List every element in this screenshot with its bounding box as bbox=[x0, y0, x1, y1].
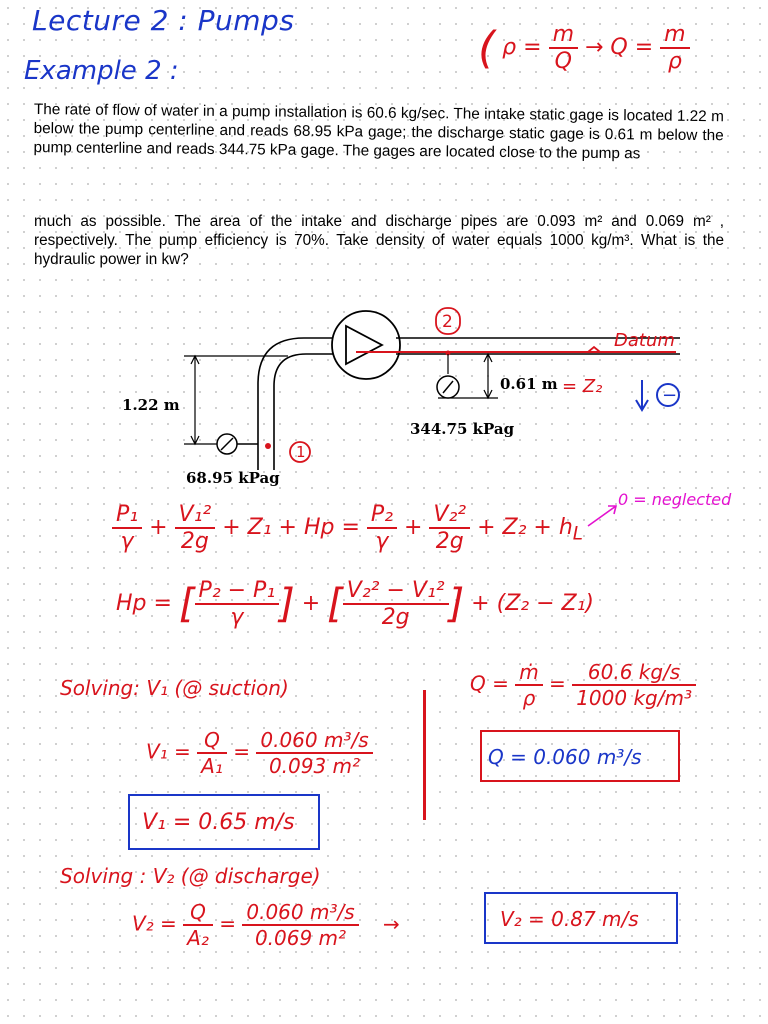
discharge-pressure-label: 344.75 kPag bbox=[410, 420, 515, 438]
problem-paragraph-2: much as possible. The area of the intake and discharge pipes are 0.093 m² and 0.069 m² , respectively. The pump efficiency is 70%. Take density of water equals 1000 kg/m³. What is the hydraulic power in kw? bbox=[34, 213, 724, 268]
example-label: Example 2 : bbox=[24, 56, 179, 86]
intake-pressure-label: 68.95 kPag bbox=[186, 469, 280, 487]
v2-result-box bbox=[484, 892, 678, 944]
lecture-title: Lecture 2 : Pumps bbox=[32, 4, 295, 37]
intake-height-label: 1.22 m bbox=[122, 396, 180, 414]
solving-v2-label: Solving : V₂ (@ discharge) bbox=[60, 864, 321, 888]
negative-sign-label: − bbox=[662, 385, 678, 406]
point-1-label: 1 bbox=[296, 443, 306, 461]
q-result-box bbox=[480, 730, 680, 782]
point-2-label: 2 bbox=[442, 312, 453, 332]
neglected-note: 0 = neglected bbox=[618, 490, 732, 509]
hp-equation: Hp = [ $\frac{\text{P₂ − P₁}}{\gamma}$ ] + [ $\frac{\text{V₂² − V₁²}}{2g}$ ] + (Z₂ − Z₁) bbox=[116, 578, 594, 630]
density-relation: ( ρ = $\frac{m}{Q}$ → Q = $\frac{m}{\rho}$ bbox=[478, 22, 690, 74]
energy-equation: $\frac{\text{P₁}}{\gamma}$ + $\frac{\text{V₁²}}{2g}$ + Z₁ + Hp = $\frac{\text{P₂}}{\gamma}$ + $\frac{\text{V₂²}}{2g}$ + $Z_2 + h_L$ bbox=[112, 502, 583, 554]
pump-diagram bbox=[0, 0, 768, 500]
v2-result: V₂ = 0.87 m/s bbox=[500, 907, 639, 931]
v1-result-box bbox=[128, 794, 320, 850]
discharge-height-label: 0.61 m bbox=[500, 375, 558, 393]
problem-paragraph-1: The rate of flow of water in a pump installation is 60.6 kg/sec. The intake static gage is located 1.22 m below the pump centerline and reads 68.95 kPa gage; the discharge static gage is 0.61 m below the pump centerline and reads 344.75 kPa gage. The gages are located close to the pump as bbox=[33, 100, 724, 163]
pump-symbol bbox=[332, 311, 400, 379]
red-separator bbox=[423, 690, 426, 820]
v1-result: V₁ = 0.65 m/s bbox=[142, 810, 295, 835]
solving-v1-label: Solving: V₁ (@ suction) bbox=[60, 676, 289, 700]
datum-label: Datum bbox=[614, 330, 675, 351]
q-calculation: Q = $\frac{\text{ṁ}}{\rho}$ = $\frac{60.6 kg/s}{\text{1000 kg/m³}}$ bbox=[470, 660, 696, 710]
discharge-gage bbox=[437, 376, 459, 398]
intake-height-dimension bbox=[184, 356, 288, 444]
v2-calculation: V₂ = $\frac{Q}{\text{A₂}}$ = $\frac{\text{0.060 m³/s}}{\text{0.069 m²}}$ → bbox=[132, 900, 400, 950]
intake-gage bbox=[217, 434, 258, 454]
v1-calculation: V₁ = $\frac{Q}{\text{A₁}}$ = $\frac{\text{0.060 m³/s}}{\text{0.093 m²}}$ bbox=[146, 728, 373, 778]
q-result: Q = 0.060 m³/s bbox=[488, 745, 642, 769]
discharge-z-label: = Z₂ bbox=[562, 376, 603, 397]
